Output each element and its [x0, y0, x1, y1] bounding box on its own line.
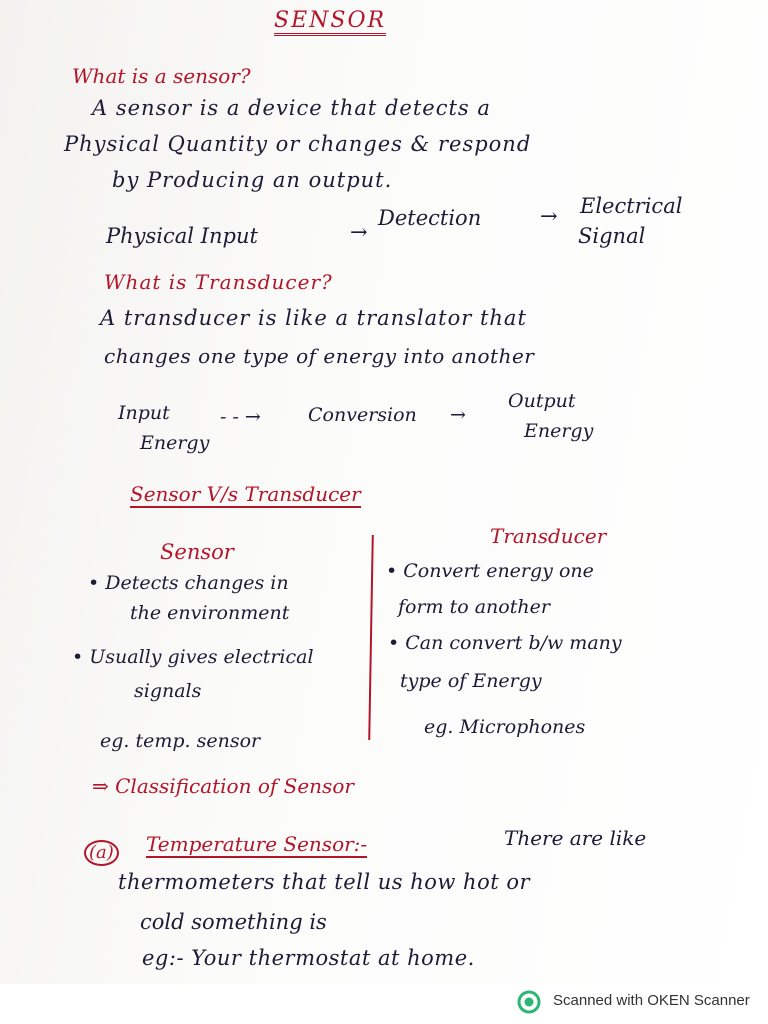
scanner-watermark-label: Scanned with OKEN Scanner	[553, 992, 750, 1009]
question-sensor: What is a sensor?	[72, 64, 251, 88]
transducer-bullet-2-l2: type of Energy	[400, 670, 542, 692]
sensor-vs-transducer-heading: Sensor V/s Transducer	[130, 482, 361, 506]
oken-scanner-logo-icon	[517, 990, 541, 1014]
transducer-bullet-1-l2: form to another	[398, 596, 550, 618]
transducer-definition-line-1: A transducer is like a translator that	[100, 306, 527, 330]
transducer-column-heading: Transducer	[490, 524, 607, 548]
temperature-sensor-line-1: There are like	[504, 826, 647, 850]
flow-output-electrical: Electrical	[580, 194, 683, 218]
flow-conversion: Conversion	[308, 404, 417, 426]
flow-arrow-3: - - →	[220, 406, 261, 428]
flow-detection: Detection	[378, 206, 482, 230]
flow-arrow-2: →	[540, 204, 558, 228]
column-divider	[368, 535, 374, 740]
sensor-example: eg. temp. sensor	[100, 730, 261, 752]
transducer-bullet-2-l1: • Can convert b/w many	[388, 632, 622, 654]
sensor-bullet-1-l2: the environment	[130, 602, 290, 624]
transducer-bullet-1-l1: • Convert energy one	[386, 560, 594, 582]
flow-physical-input: Physical Input	[106, 224, 258, 248]
sensor-bullet-1-l1: • Detects changes in	[88, 572, 289, 594]
flow-output-signal: Signal	[578, 224, 646, 248]
temperature-sensor-label: Temperature Sensor:-	[146, 832, 368, 856]
sensor-bullet-2-l1: • Usually gives electrical	[72, 646, 314, 668]
temperature-sensor-line-4: eg:- Your thermostat at home.	[142, 946, 475, 970]
sensor-definition-line-3: by Producing an output.	[112, 168, 393, 192]
flow-arrow-1: →	[350, 220, 368, 244]
sensor-bullet-2-l2: signals	[134, 680, 202, 702]
transducer-definition-line-2: changes one type of energy into another	[104, 344, 535, 368]
sensor-definition-line-2: Physical Quantity or changes & respond	[64, 132, 532, 156]
classification-heading: ⇒ Classification of Sensor	[92, 774, 354, 798]
page-title: SENSOR	[274, 10, 386, 36]
temperature-sensor-line-2: thermometers that tell us how hot or	[118, 870, 531, 894]
flow-output-energy-l2: Energy	[524, 420, 594, 442]
temperature-sensor-line-3: cold something is	[140, 910, 327, 934]
sensor-definition-line-1: A sensor is a device that detects a	[92, 96, 491, 120]
sensor-column-heading: Sensor	[160, 540, 234, 564]
question-transducer: What is Transducer?	[104, 270, 333, 294]
flow-output-energy-l1: Output	[508, 390, 576, 412]
flow-arrow-4: →	[450, 404, 466, 426]
flow-input-energy-l2: Energy	[140, 432, 210, 454]
flow-input-energy-l1: Input	[118, 402, 170, 424]
transducer-example: eg. Microphones	[424, 716, 586, 738]
item-marker-a: (a)	[84, 840, 119, 866]
